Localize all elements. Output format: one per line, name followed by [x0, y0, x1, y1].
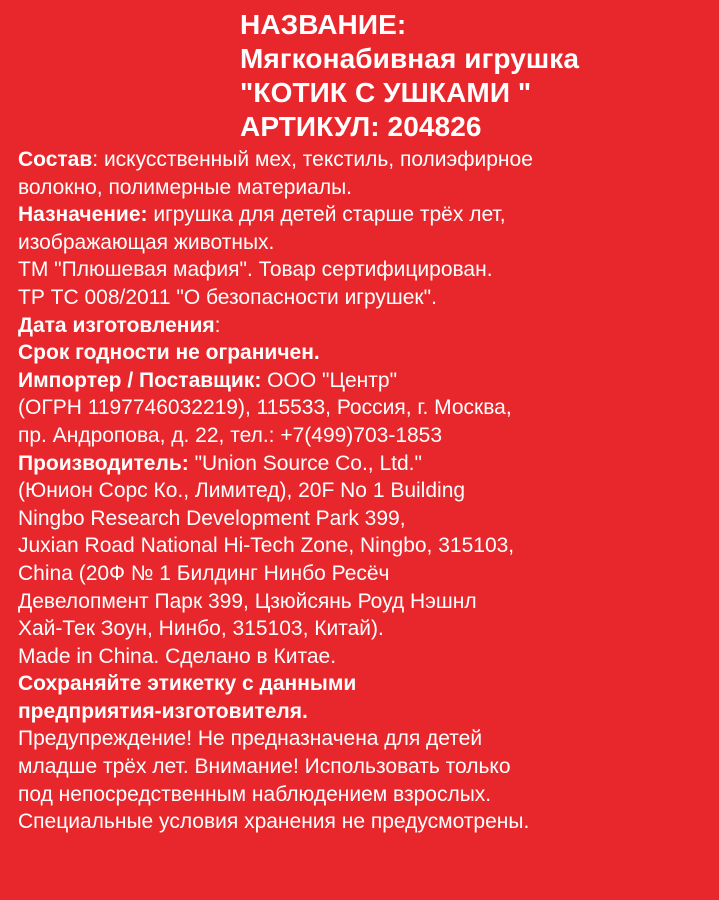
purpose-text: игрушка для детей старше трёх лет, — [147, 203, 506, 227]
composition-line-2 — [18, 174, 709, 202]
composition-text: : искусственный мех, текстиль, полиэфирное — [92, 148, 533, 171]
origin-line — [18, 643, 709, 671]
manufacture-date-heading: Дата изготовления — [18, 313, 215, 337]
keep-label-line-2 — [18, 698, 709, 726]
line-text: Хай-Тек Зоун, Нинбо, 315103, Китай). — [18, 617, 384, 641]
line-text: ТР ТС 008/2011 "О безопасности игрушек". — [18, 285, 437, 309]
keep-label-text: Сохраняйте этикетку с данными — [18, 672, 357, 696]
line-text: China (20Ф № 1 Билдинг Нинбо Ресёч — [18, 561, 390, 585]
manufacturer-line-5 — [18, 560, 709, 588]
line-text: Специальные условия хранения не предусмотрены. — [18, 810, 530, 834]
keep-label-line-1 — [18, 670, 709, 698]
line-text: ТМ "Плюшевая мафия". Товар сертифицирован. — [18, 258, 493, 282]
importer-line-3 — [18, 422, 709, 450]
warning-line-2 — [18, 753, 709, 781]
line-text: Juxian Road National Hi-Tech Zone, Ningbo, 315103, — [18, 534, 515, 558]
manufacturer-line-2 — [18, 477, 709, 505]
importer-line-1 — [18, 367, 709, 395]
line-text: Made in China. Сделано в Китае. — [18, 644, 337, 668]
manufacturer-line-1 — [18, 450, 709, 478]
warning-line-3 — [18, 781, 709, 809]
line-text: изображающая животных. — [18, 230, 275, 254]
manufacture-date-line — [18, 312, 709, 340]
purpose-line-1 — [18, 201, 709, 229]
manufacturer-line-3 — [18, 505, 709, 533]
manufacturer-line-4 — [18, 532, 709, 560]
shelf-life-text: Срок годности не ограничен. — [18, 341, 320, 365]
manufacturer-name: "Union Source Co., Ltd." — [188, 451, 422, 475]
importer-name: ООО "Центр" — [261, 368, 398, 392]
purpose-heading: Назначение: — [18, 203, 148, 227]
line-text: Предупреждение! Не предназначена для детей — [18, 727, 483, 751]
product-name-line-1: Мягконабивная игрушка — [240, 43, 580, 74]
label-header — [240, 8, 709, 144]
composition-heading: Состав — [18, 148, 93, 171]
warning-line-1 — [18, 725, 709, 753]
line-text: пр. Андропова, д. 22, тел.: +7(499)703-1853 — [18, 423, 443, 447]
line-text: Ningbo Research Development Park 399, — [18, 506, 406, 530]
manufacturer-line-6 — [18, 588, 709, 616]
manufacturer-line-7 — [18, 615, 709, 643]
line-text: волокно, полимерные материалы. — [18, 175, 353, 199]
purpose-line-2 — [18, 229, 709, 257]
line-text: Девелопмент Парк 399, Цзюйсянь Роуд Нэшнл — [18, 589, 477, 613]
line-text: под непосредственным наблюдением взрослых. — [18, 782, 492, 806]
manufacturer-heading: Производитель: — [18, 451, 189, 475]
keep-label-text-2: предприятия-изготовителя. — [18, 699, 308, 723]
storage-line — [18, 808, 709, 836]
name-label: НАЗВАНИЕ: — [240, 9, 407, 40]
line-text: младше трёх лет. Внимание! Использовать только — [18, 755, 511, 779]
line-text: (Юнион Сорс Ко., Лимитед), 20F No 1 Building — [18, 479, 466, 503]
regulation-line — [18, 284, 709, 312]
importer-line-2 — [18, 394, 709, 422]
label-body — [18, 146, 709, 836]
article-number: АРТИКУЛ: 204826 — [240, 111, 482, 142]
shelf-life-line — [18, 339, 709, 367]
product-name-line-2: "КОТИК С УШКАМИ " — [240, 77, 532, 108]
trademark-line — [18, 256, 709, 284]
line-text: : — [214, 313, 221, 337]
importer-heading: Импортер / Поставщик: — [18, 368, 262, 392]
line-text: (ОГРН 1197746032219), 115533, Россия, г. Москва, — [18, 396, 512, 420]
composition-line-1 — [18, 146, 709, 174]
